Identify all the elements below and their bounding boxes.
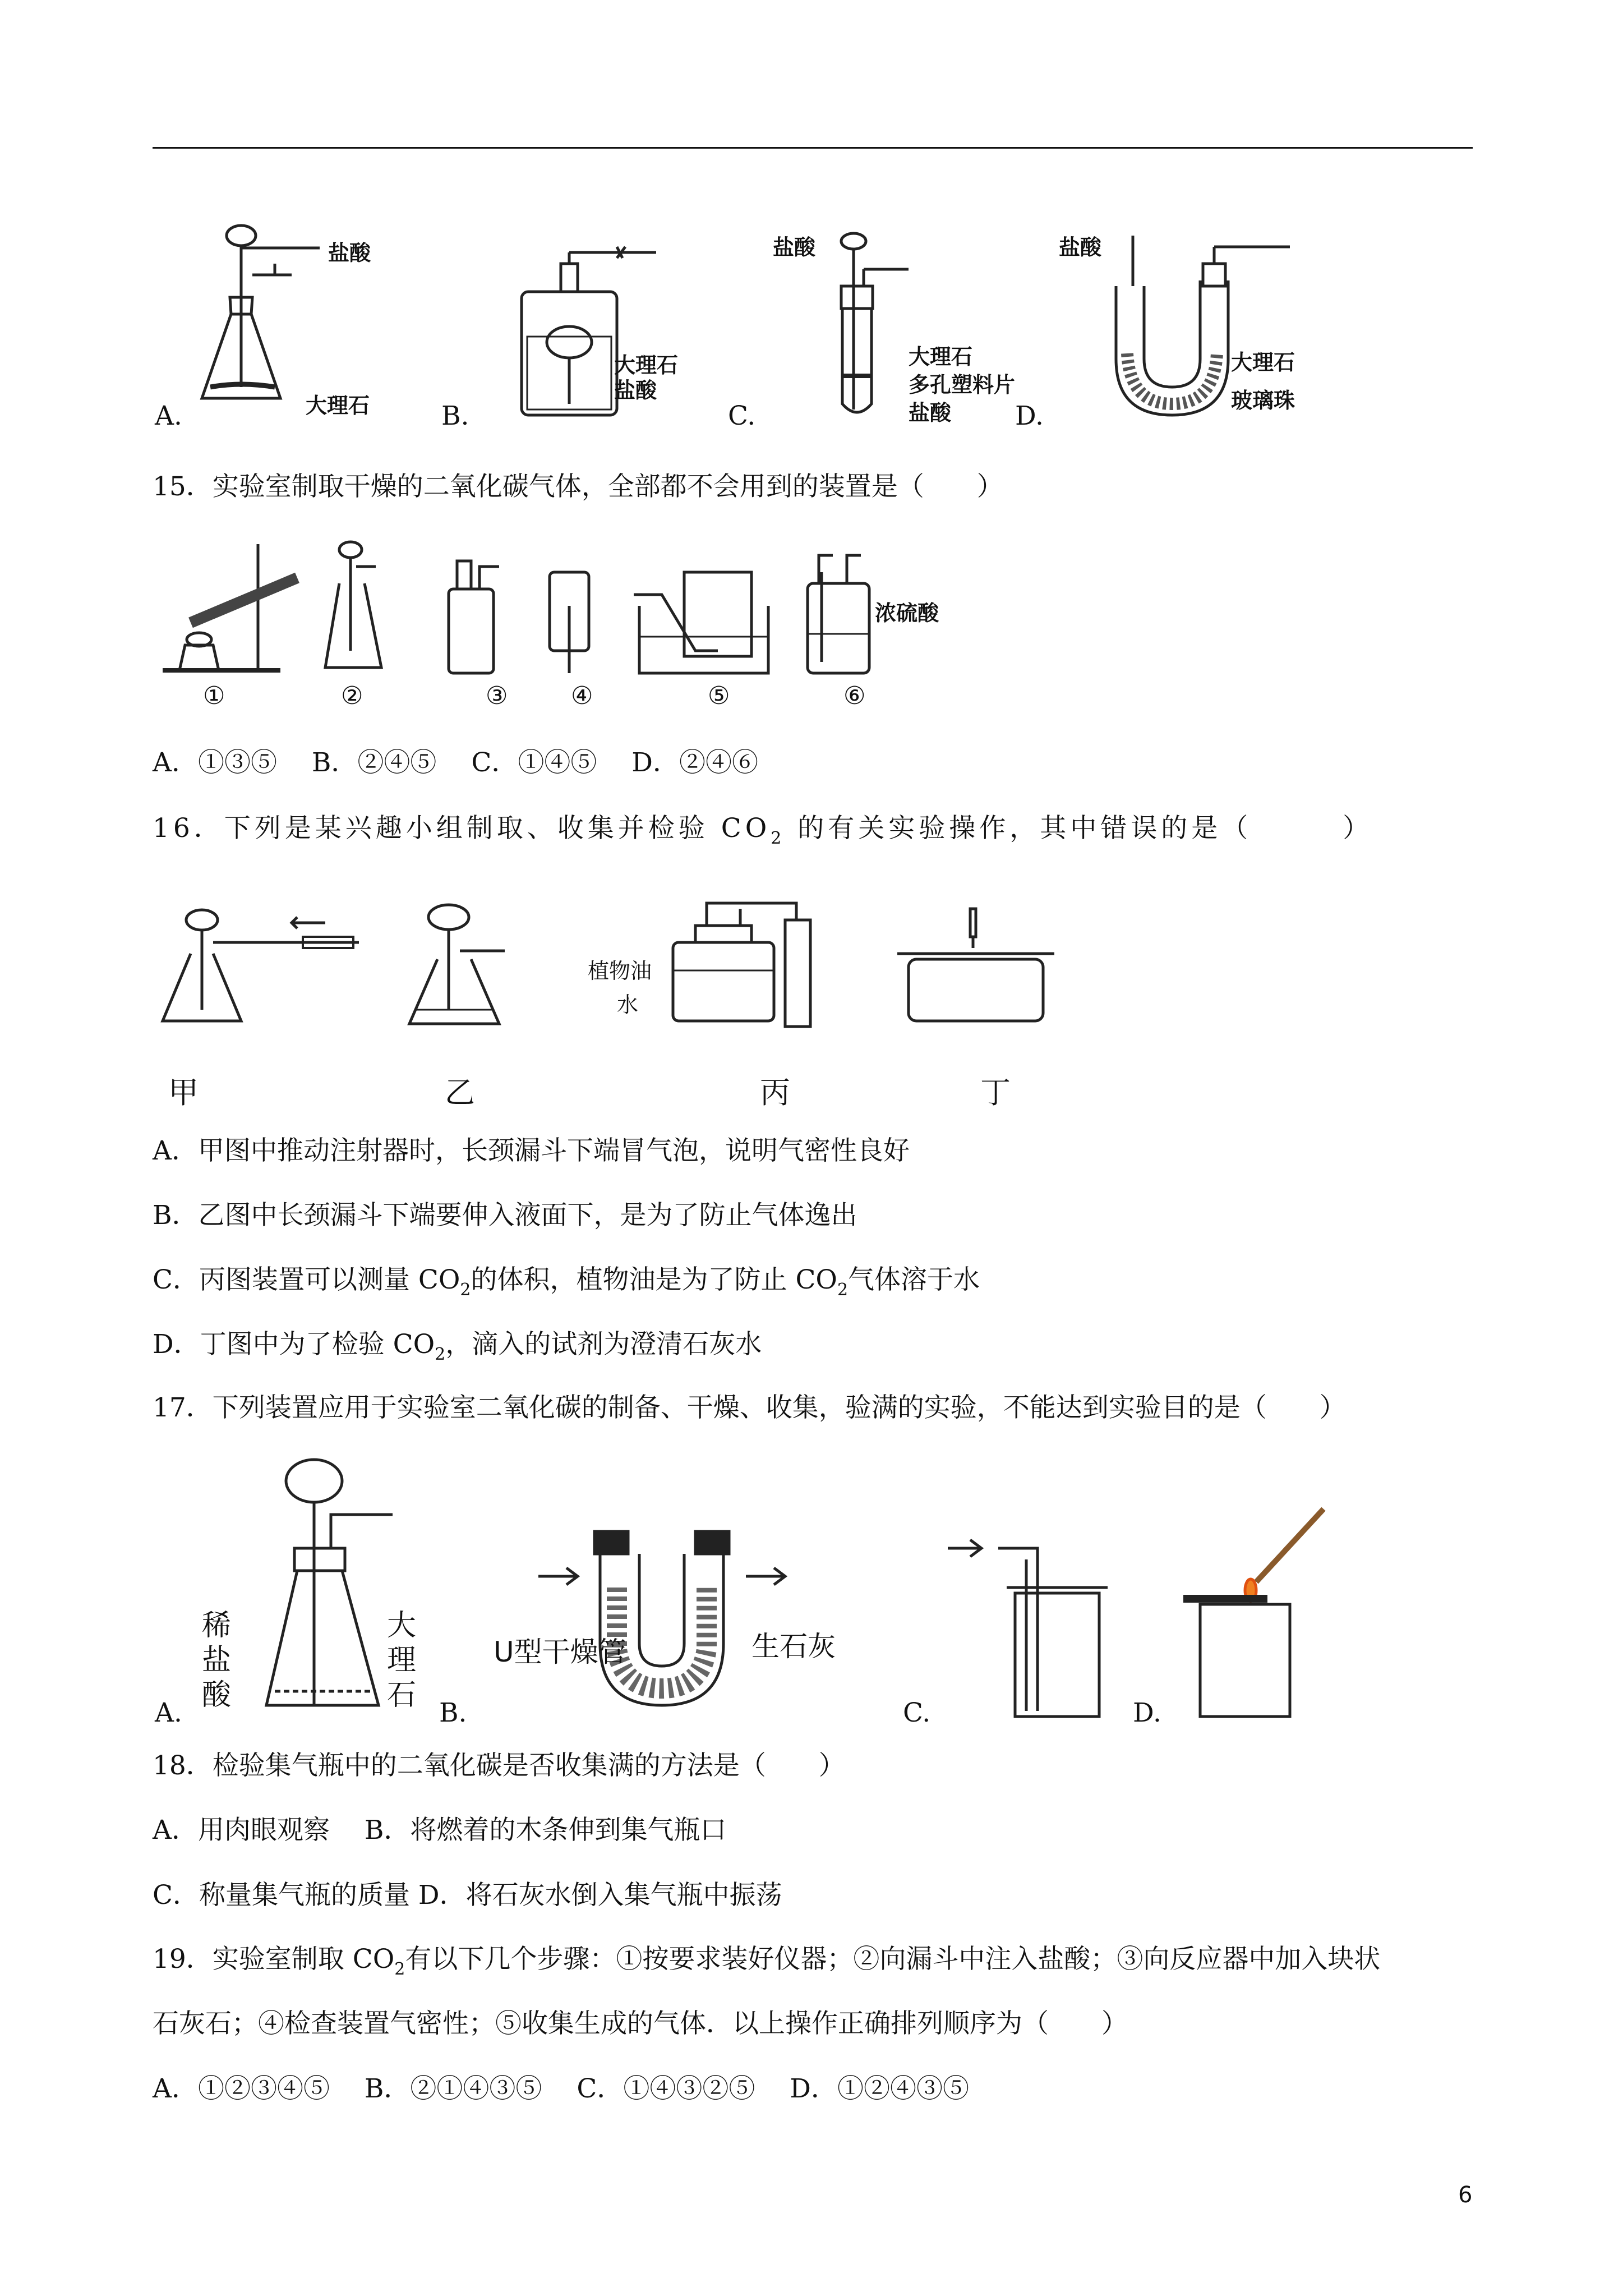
- q14-b-label-hcl: 盐酸: [614, 378, 657, 403]
- q14-c-label-hcl-bottom: 盐酸: [909, 401, 952, 425]
- q14-c-letter: C.: [728, 401, 756, 431]
- q14-b-letter: B.: [441, 401, 469, 431]
- q18-options-line2: C．称量集气瓶的质量 D．将石灰水倒入集气瓶中振荡: [153, 1880, 782, 1911]
- q19-stem-line2: 石灰石；④检查装置气密性；⑤收集生成的气体．以上操作正确排列顺序为（ ）: [153, 2008, 1128, 2039]
- q14-d-letter: D.: [1015, 401, 1044, 431]
- q14-c-label-marble: 大理石: [909, 344, 973, 369]
- q15-figure-number-4: ④: [571, 682, 593, 710]
- q16-label-jia: 甲: [168, 1075, 199, 1110]
- q14-c-label-hcl-top: 盐酸: [773, 235, 816, 260]
- q15-figure-number-5: ⑤: [708, 682, 730, 710]
- q19-stem: 19．实验室制取 $CO_2$有以下几个步骤：①按要求装好仪器；②向漏斗中注入盐酸；③向反应器中加入块状: [153, 1944, 1381, 1979]
- q18-stem: 18．检验集气瓶中的二氧化碳是否收集满的方法是（ ）: [153, 1750, 845, 1781]
- q14-b-label-marble: 大理石: [614, 353, 679, 378]
- q17-d-apparatus: [1178, 1503, 1346, 1728]
- q14-d-label-hcl: 盐酸: [1059, 235, 1102, 260]
- q17-a-label-marble-1: 大: [387, 1609, 417, 1642]
- page-number: 6: [1458, 2182, 1473, 2208]
- q15-figure-number-3: ③: [486, 682, 508, 710]
- q17-a-label-marble-3: 石: [387, 1678, 417, 1712]
- q16-option-a: A．甲图中推动注射器时，长颈漏斗下端冒气泡，说明气密性良好: [153, 1135, 910, 1166]
- q17-b-apparatus: [538, 1520, 864, 1717]
- q17-b-label-quicklime: 生石灰: [751, 1630, 836, 1663]
- q17-a-label-dilute-3: 酸: [202, 1678, 232, 1712]
- q16-option-c: C．丙图装置可以测量 $CO_2$的体积，植物油是为了防止 $CO_2$气体溶于水: [153, 1264, 980, 1300]
- q17-stem: 17．下列装置应用于实验室二氧化碳的制备、干燥、收集，验满的实验，不能达到实验目的是（ ）: [153, 1392, 1346, 1423]
- q14-a-label-marble: 大理石: [306, 393, 370, 418]
- header-rule: [153, 147, 1473, 149]
- q17-b-letter: B.: [439, 1697, 467, 1728]
- q16-stem: 16．下列是某兴趣小组制取、收集并检验 $CO_2$ 的有关实验操作，其中错误的是（ ）: [153, 813, 1373, 848]
- q15-figure-number-1: ①: [203, 682, 225, 710]
- q16-option-d: D．丁图中为了检验 $CO_2$，滴入的试剂为澄清石灰水: [153, 1329, 762, 1364]
- q18-options-line1: A．用肉眼观察 B．将燃着的木条伸到集气瓶口: [153, 1815, 727, 1846]
- q16-bing-label-water: 水: [617, 992, 639, 1017]
- q17-a-label-dilute-1: 稀: [202, 1609, 232, 1642]
- q15-options: A．①③⑤ B．②④⑤ C．①④⑤ D．②④⑥: [153, 747, 758, 778]
- q16-label-ding: 丁: [980, 1075, 1011, 1110]
- q16-option-b: B．乙图中长颈漏斗下端要伸入液面下，是为了防止气体逸出: [153, 1200, 857, 1231]
- q14-a-label-hcl: 盐酸: [328, 241, 371, 265]
- q16-label-yi: 乙: [445, 1075, 475, 1110]
- q14-d-label-marble: 大理石: [1231, 350, 1295, 375]
- q15-figure-number-6: ⑥: [843, 682, 866, 710]
- q14-a-letter: A.: [155, 401, 182, 431]
- q16-label-bing: 丙: [760, 1075, 790, 1110]
- q15-figure-number-2: ②: [341, 682, 363, 710]
- q15-label-conc-sulfuric: 浓硫酸: [875, 601, 939, 625]
- q17-b-label-u-tube: U型干燥管: [494, 1636, 626, 1668]
- q15-stem: 15．实验室制取干燥的二氧化碳气体，全部都不会用到的装置是（ ）: [153, 471, 1003, 502]
- q17-a-label-marble-2: 理: [387, 1644, 417, 1677]
- q17-c-apparatus: [948, 1537, 1110, 1722]
- q17-c-letter: C.: [903, 1697, 931, 1728]
- q17-a-letter: A.: [155, 1697, 182, 1728]
- q17-d-letter: D.: [1133, 1697, 1161, 1728]
- q14-c-label-perforated-plate: 多孔塑料片: [909, 372, 1016, 397]
- q15-apparatus-row: [157, 539, 998, 684]
- q19-options: A．①②③④⑤ B．②①④③⑤ C．①④③②⑤ D．①②④③⑤: [153, 2073, 969, 2104]
- q14-d-label-glass-beads: 玻璃珠: [1231, 388, 1295, 413]
- q16-bing-label-oil: 植物油: [588, 959, 652, 983]
- q17-a-label-dilute-2: 盐: [202, 1644, 232, 1677]
